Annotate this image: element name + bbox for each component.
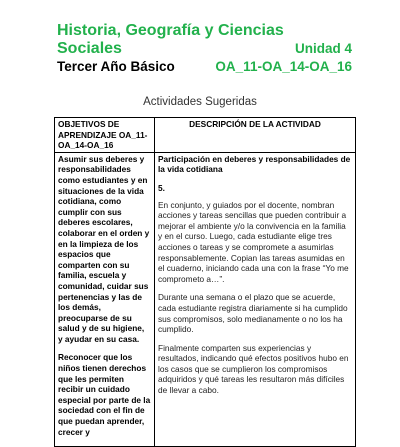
objectives-cell [55,152,155,446]
subject-title-line1: Historia, Geografía y Ciencias [57,22,284,39]
activity-paragraph: Finalmente comparten sus experiencias y resultados, indicando qué efectos positivos hubo en los casos que se cumplieron los compromisos adquiridos y qué tareas les resultaron más difíciles de llevar a cabo. [158,342,349,396]
objectives-column-header: OBJETIVOS DE APRENDIZAJE OA_11-OA_14-OA_16 [55,118,155,153]
unit-label: Unidad 4 [294,41,352,56]
activity-paragraph: Durante una semana o el plazo que se acuerde, cada estudiante registra diariamente si ha cumplido sus compromisos, solo medianamente o no los ha cumplido. [158,292,348,335]
activities-table [54,117,356,447]
objective-paragraph: Asumir sus deberes y responsabilidades como estudiantes y en situaciones de la vida cotidiana, como cumplir con sus deberes escolares, colaborar en el orden y en la limpieza de los espacios que comparten con su familia, escuela y comunidad, cuidar sus pertenencias y las de los demás, preocuparse de su salud y de su higiene, y ayudar en su casa. [58,153,150,344]
activities-title: Actividades Sugeridas [143,96,257,108]
objective-paragraph: Reconocer que los niños tienen derechos que les permiten recibir un cuidado especial por parte de la sociedad con el fin de que puedan aprender, crecer y [58,352,151,437]
activity-title: Participación en deberes y responsabilidades de la vida cotidiana [158,153,351,175]
description-column-header: DESCRIPCIÓN DE LA ACTIVIDAD [155,118,356,153]
document-header [57,22,357,76]
subject-title-line2: Sociales [57,40,122,57]
activity-number: 5. [158,182,165,193]
description-cell [155,152,356,446]
activity-paragraph: En conjunto, y guiados por el docente, nombran acciones y tareas sencillas que pueden contribuir a mejorar el ambiente y/o la convivencia en la familia y en el curso. Luego, cada estudiante elige tres acciones o tareas y se compromete a asumirlas responsablemente. Copian las tareas asumidas en el cuaderno, iniciando cada una con la frase “Yo me comprometo a…”. [158,199,349,284]
table-header-row [55,118,356,153]
table-row [55,152,356,446]
objectives-code: OA_11-OA_14-OA_16 [215,59,352,74]
grade-label: Tercer Año Básico [57,59,175,74]
